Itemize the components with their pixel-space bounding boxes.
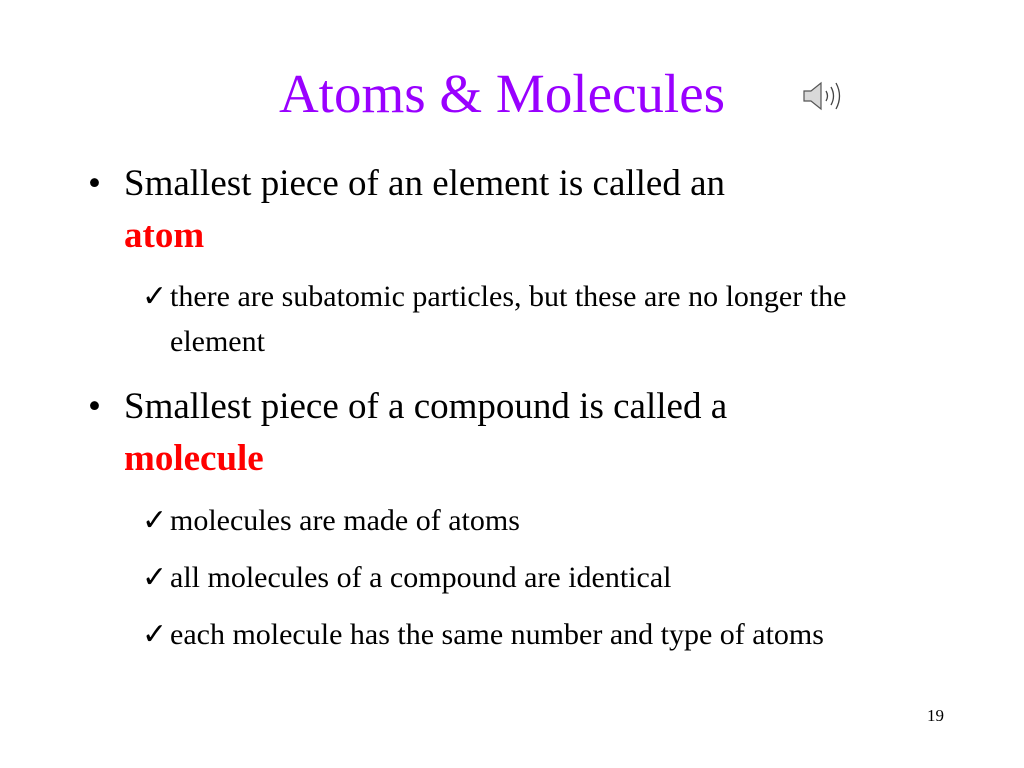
bullet-marker: • (88, 163, 101, 204)
subpoint-text: molecules are made of atoms (170, 504, 520, 537)
bullet-statement: Smallest piece of a compound is called a (124, 386, 728, 427)
checkmark-icon: ✓ (142, 504, 168, 537)
slide-title: Atoms & Molecules (278, 63, 726, 124)
bullet-marker: • (88, 386, 101, 427)
bullet-text (124, 158, 904, 262)
bullet-text (124, 381, 904, 485)
highlighted-term: atom (124, 215, 205, 256)
page-number: 19 (927, 706, 944, 725)
checkmark-icon: ✓ (142, 280, 168, 313)
checkmark-icon: ✓ (142, 618, 168, 651)
bullet-statement: Smallest piece of an element is called an (124, 163, 726, 204)
checkmark-icon: ✓ (142, 561, 168, 594)
highlighted-term: molecule (124, 438, 264, 479)
speaker-icon[interactable] (801, 80, 847, 112)
subpoint-text: all molecules of a compound are identical (170, 561, 672, 594)
subpoint-text: there are subatomic particles, but these are no longer the element (170, 280, 847, 358)
subpoint-text: each molecule has the same number and type of atoms (170, 618, 824, 651)
